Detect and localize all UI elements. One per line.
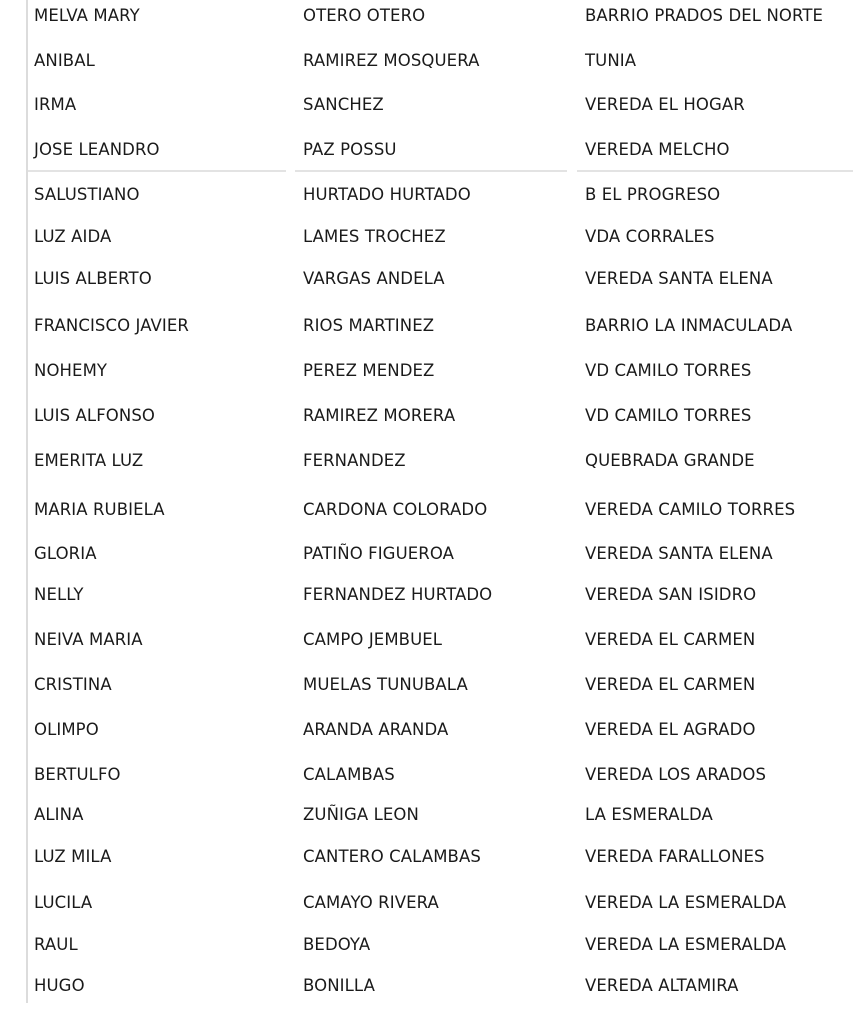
address-cell: BARRIO LA INMACULADA <box>585 316 793 335</box>
table-row <box>0 49 862 73</box>
first-name-cell: BERTULFO <box>34 765 121 784</box>
row-divider <box>577 170 853 172</box>
last-name-cell: SANCHEZ <box>303 95 384 114</box>
first-name-cell: LUIS ALFONSO <box>34 406 155 425</box>
last-name-cell: RAMIREZ MORERA <box>303 406 456 425</box>
table-row <box>0 225 862 249</box>
address-cell: VEREDA CAMILO TORRES <box>585 500 796 519</box>
table-row <box>0 628 862 652</box>
first-name-cell: MELVA MARY <box>34 6 140 25</box>
table-row <box>0 404 862 428</box>
address-cell: VEREDA SAN ISIDRO <box>585 585 757 604</box>
first-name-cell: ANIBAL <box>34 51 95 70</box>
first-name-cell: GLORIA <box>34 544 97 563</box>
last-name-cell: LAMES TROCHEZ <box>303 227 446 246</box>
address-cell: VEREDA EL CARMEN <box>585 675 756 694</box>
address-cell: VEREDA EL HOGAR <box>585 95 745 114</box>
address-cell: QUEBRADA GRANDE <box>585 451 755 470</box>
first-name-cell: LUZ MILA <box>34 847 112 866</box>
table-row <box>0 763 862 787</box>
last-name-cell: OTERO OTERO <box>303 6 426 25</box>
last-name-cell: CAMPO JEMBUEL <box>303 630 443 649</box>
first-name-cell: IRMA <box>34 95 77 114</box>
last-name-cell: PEREZ MENDEZ <box>303 361 435 380</box>
address-cell: BARRIO PRADOS DEL NORTE <box>585 6 824 25</box>
first-name-cell: HUGO <box>34 976 85 995</box>
address-cell: VEREDA FARALLONES <box>585 847 765 866</box>
table-row <box>0 267 862 291</box>
first-name-cell: LUIS ALBERTO <box>34 269 152 288</box>
address-cell: VD CAMILO TORRES <box>585 361 752 380</box>
table-row <box>0 803 862 827</box>
last-name-cell: CANTERO CALAMBAS <box>303 847 481 866</box>
first-name-cell: CRISTINA <box>34 675 112 694</box>
first-name-cell: LUZ AIDA <box>34 227 112 246</box>
address-cell: VEREDA EL CARMEN <box>585 630 756 649</box>
last-name-cell: RAMIREZ MOSQUERA <box>303 51 480 70</box>
last-name-cell: ARANDA ARANDA <box>303 720 449 739</box>
table-row <box>0 93 862 117</box>
address-cell: TUNIA <box>585 51 637 70</box>
first-name-cell: LUCILA <box>34 893 93 912</box>
address-cell: VEREDA LA ESMERALDA <box>585 893 787 912</box>
table-row <box>0 891 862 915</box>
last-name-cell: HURTADO HURTADO <box>303 185 471 204</box>
first-name-cell: OLIMPO <box>34 720 99 739</box>
last-name-cell: BONILLA <box>303 976 375 995</box>
last-name-cell: RIOS MARTINEZ <box>303 316 435 335</box>
last-name-cell: CALAMBAS <box>303 765 395 784</box>
address-cell: VEREDA LOS ARADOS <box>585 765 767 784</box>
first-name-cell: SALUSTIANO <box>34 185 140 204</box>
first-name-cell: NOHEMY <box>34 361 108 380</box>
table-row <box>0 4 862 28</box>
row-divider <box>28 170 286 172</box>
address-cell: B EL PROGRESO <box>585 185 721 204</box>
table-row <box>0 974 862 998</box>
first-name-cell: JOSE LEANDRO <box>34 140 160 159</box>
row-divider <box>295 170 567 172</box>
address-cell: VEREDA SANTA ELENA <box>585 269 773 288</box>
address-cell: VEREDA SANTA ELENA <box>585 544 773 563</box>
first-name-cell: RAUL <box>34 935 78 954</box>
last-name-cell: MUELAS TUNUBALA <box>303 675 468 694</box>
last-name-cell: CAMAYO RIVERA <box>303 893 439 912</box>
table-row <box>0 845 862 869</box>
last-name-cell: VARGAS ANDELA <box>303 269 445 288</box>
address-cell: VEREDA MELCHO <box>585 140 730 159</box>
table-row <box>0 542 862 566</box>
first-name-cell: FRANCISCO JAVIER <box>34 316 189 335</box>
address-cell: VDA CORRALES <box>585 227 715 246</box>
first-name-cell: MARIA RUBIELA <box>34 500 165 519</box>
table-row <box>0 718 862 742</box>
address-cell: LA ESMERALDA <box>585 805 713 824</box>
table-row <box>0 359 862 383</box>
first-name-cell: ALINA <box>34 805 84 824</box>
table-row <box>0 449 862 473</box>
last-name-cell: FERNANDEZ HURTADO <box>303 585 493 604</box>
first-name-cell: EMERITA LUZ <box>34 451 144 470</box>
table-row <box>0 583 862 607</box>
first-name-cell: NELLY <box>34 585 84 604</box>
last-name-cell: PATIÑO FIGUEROA <box>303 544 455 563</box>
address-cell: VEREDA LA ESMERALDA <box>585 935 787 954</box>
table-row <box>0 673 862 697</box>
last-name-cell: ZUÑIGA LEON <box>303 805 419 824</box>
last-name-cell: CARDONA COLORADO <box>303 500 488 519</box>
table-row <box>0 138 862 162</box>
table-row <box>0 183 862 207</box>
last-name-cell: BEDOYA <box>303 935 371 954</box>
last-name-cell: PAZ POSSU <box>303 140 397 159</box>
last-name-cell: FERNANDEZ <box>303 451 406 470</box>
table-row <box>0 498 862 522</box>
address-cell: VD CAMILO TORRES <box>585 406 752 425</box>
table-row <box>0 933 862 957</box>
address-cell: VEREDA ALTAMIRA <box>585 976 739 995</box>
first-name-cell: NEIVA MARIA <box>34 630 143 649</box>
address-cell: VEREDA EL AGRADO <box>585 720 756 739</box>
table-row <box>0 314 862 338</box>
